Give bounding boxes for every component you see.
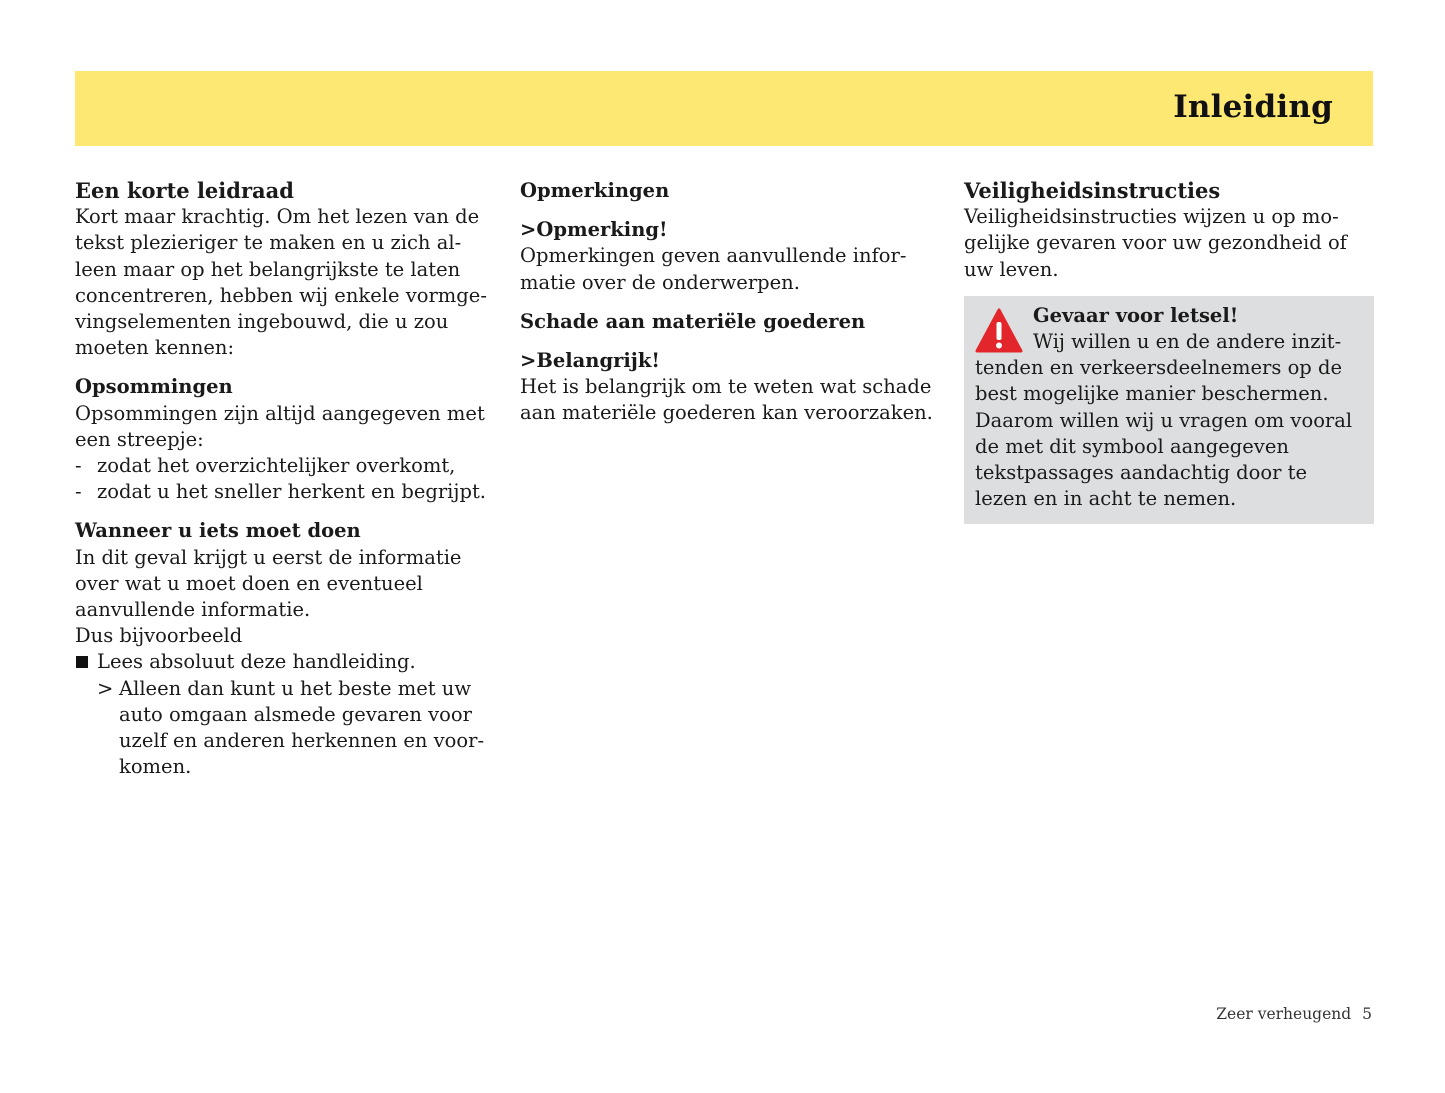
list-item bbox=[75, 453, 495, 479]
dash-marker: - bbox=[75, 454, 82, 478]
important-label: >Belangrijk! bbox=[520, 349, 660, 373]
damage-heading: Schade aan materiële goederen bbox=[520, 309, 866, 333]
notes-heading: Opmerkingen bbox=[520, 179, 670, 202]
page-title: Inleiding bbox=[1173, 89, 1333, 125]
column-notes bbox=[520, 178, 940, 427]
column-guide bbox=[75, 178, 495, 780]
lists-text: Opsommingen zijn altijd aangegeven met een streepje: bbox=[75, 401, 485, 451]
page-footer bbox=[1210, 1005, 1372, 1023]
list-item bbox=[75, 479, 495, 505]
guide-heading: Een korte leidraad bbox=[75, 178, 294, 203]
warning-title: Gevaar voor letsel! bbox=[1033, 303, 1239, 327]
action-text: In dit geval krijgt u eerst de informatie over wat u moet doen en eventueel aanvullende informatie. bbox=[75, 545, 462, 622]
list-item-text: zodat het overzichtelijker overkomt, bbox=[97, 454, 456, 478]
important-text: Het is belangrijk om te weten wat schade aan materiële goederen kan veroorzaken. bbox=[520, 375, 933, 425]
guide-intro: Kort maar krachtig. Om het lezen van de tekst plezieriger te maken en u zich alleen maar op het belangrijkste te laten concentreren, hebben wij enkele vormgevingselementen ingebouwd, die u zou moeten kennen: bbox=[75, 205, 487, 360]
section-banner bbox=[75, 71, 1373, 146]
warning-triangle-icon bbox=[975, 307, 1023, 355]
warning-text: Wij willen u en de andere inzittenden en verkeersdeelnemers op de best mogelijke manier beschermen. Daarom willen wij u vragen om vooral de met dit symbool aangegeven tekstpassages aandachtig door te lezen en in acht te nemen. bbox=[975, 330, 1353, 511]
lists-heading: Opsommingen bbox=[75, 375, 233, 399]
square-bullet-icon bbox=[76, 656, 88, 668]
dash-marker: - bbox=[75, 480, 82, 504]
list-item-text: zodat u het sneller herkent en begrijpt. bbox=[97, 480, 486, 504]
action-step-text: Lees absoluut deze handleiding. bbox=[97, 650, 416, 674]
arrow-marker: > bbox=[97, 676, 114, 700]
warning-box bbox=[964, 296, 1374, 525]
action-heading: Wanneer u iets moet doen bbox=[75, 519, 361, 543]
example-label: Dus bijvoorbeeld bbox=[75, 624, 243, 648]
action-result bbox=[75, 676, 495, 781]
action-step bbox=[75, 649, 495, 675]
page-number: 5 bbox=[1362, 1005, 1372, 1023]
safety-intro: Veiligheidsinstructies wijzen u op mogelijke gevaren voor uw gezondheid of uw leven. bbox=[964, 205, 1347, 281]
note-text: Opmerkingen geven aanvullende informatie over de onderwerpen. bbox=[520, 244, 907, 294]
footer-label: Zeer verheugend bbox=[1216, 1005, 1352, 1023]
safety-heading: Veiligheidsinstructies bbox=[964, 178, 1221, 203]
column-safety bbox=[964, 178, 1374, 524]
note-label: >Opmerking! bbox=[520, 218, 668, 242]
action-result-text: Alleen dan kunt u het beste met uw auto omgaan alsmede gevaren voor uzelf en anderen herkennen en voorkomen. bbox=[119, 676, 485, 779]
